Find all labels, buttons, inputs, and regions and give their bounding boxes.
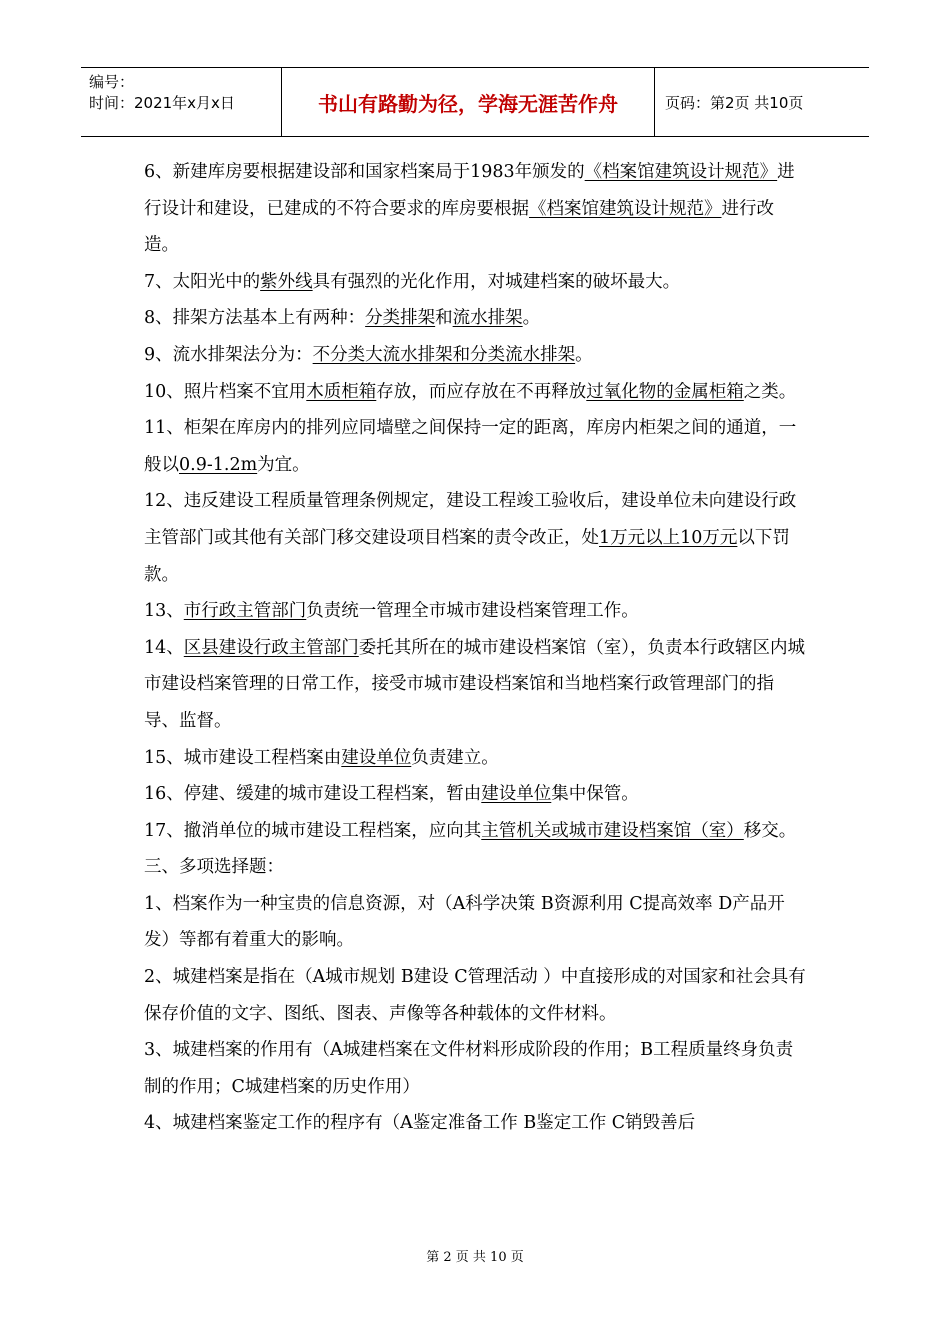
paragraph <box>144 813 808 850</box>
text-run: 负责建立。 <box>411 747 499 768</box>
text-run: 存放，而应存放在不再释放 <box>376 381 587 402</box>
underlined-answer: 区县建设行政主管部门 <box>183 637 359 658</box>
underlined-answer: 市行政主管部门 <box>183 601 307 622</box>
text-run: 3、城建档案的作用有（A城建档案在文件材料形成阶段的作用；B工程质量终身负责制的作用；C城建档案的历史作用） <box>144 1040 794 1097</box>
time-label: 时间：2021年x月x日 <box>89 94 235 112</box>
header-motto: 书山有路勤为径，学海无涯苦作舟 <box>282 68 655 136</box>
text-run: 为宜。 <box>257 454 310 475</box>
paragraph <box>144 300 808 337</box>
underlined-answer: 0.9-1.2m <box>179 454 258 475</box>
underlined-answer: 建设单位 <box>481 784 552 805</box>
paragraph <box>144 483 808 593</box>
text-run: 。 <box>522 308 541 329</box>
text-run: 。 <box>575 344 593 365</box>
text-run: 移交。 <box>743 820 797 841</box>
text-run: 之类。 <box>743 381 797 402</box>
underlined-answer: 《档案馆建筑设计规范》 <box>584 162 778 182</box>
number-label: 编号： <box>89 73 135 91</box>
text-run: 和 <box>435 308 453 329</box>
text-run: 13、 <box>144 601 184 622</box>
text-run: 6、新建库房要根据建设部和国家档案局于1983年颁发的 <box>144 162 585 182</box>
page-footer: 第 2 页 共 10 页 <box>426 1250 524 1265</box>
text-run: 以下罚款。 <box>144 527 790 585</box>
text-run: 集中保管。 <box>551 784 639 805</box>
underlined-answer: 过氧化物的金属柜箱 <box>586 381 744 402</box>
paragraph <box>144 886 808 959</box>
text-run: 具有强烈的光化作用，对城建档案的破坏最大。 <box>312 271 681 292</box>
text-run: 负责统一管理全市城市建设档案管理工作。 <box>306 601 639 622</box>
paragraph <box>144 1105 808 1142</box>
paragraph <box>144 630 808 740</box>
text-run: 14、 <box>144 637 184 658</box>
text-run: 进行改造。 <box>144 198 774 256</box>
text-run: 10、照片档案不宜用 <box>144 381 307 402</box>
text-run: 9、流水排架法分为： <box>144 344 313 365</box>
header-meta <box>81 68 282 136</box>
underlined-answer: 流水排架 <box>452 308 523 329</box>
paragraph <box>144 264 808 301</box>
text-run: 7、太阳光中的 <box>144 271 261 292</box>
paragraph <box>144 1032 808 1105</box>
text-run: 1、档案作为一种宝贵的信息资源，对（A科学决策 B资源利用 C提高效率 D产品开发）等都有着重大的影响。 <box>144 893 785 951</box>
paragraph <box>144 374 808 411</box>
paragraph <box>144 154 808 264</box>
text-run: 12、违反建设工程质量管理条例规定，建设工程竣工验收后，建设单位未向建设行政主管部门或其他有关部门移交建设项目档案的责令改正，处 <box>144 491 797 548</box>
text-run: 8、排架方法基本上有两种： <box>144 308 366 329</box>
page-header <box>81 67 869 137</box>
underlined-answer: 1万元以上10万元 <box>599 527 738 548</box>
paragraph <box>144 410 808 483</box>
underlined-answer: 紫外线 <box>260 271 313 292</box>
paragraph <box>144 849 808 886</box>
text-run: 进行设计和建设，已建成的不符合要求的库房要根据 <box>144 162 795 219</box>
text-run: 11、柜架在库房内的排列应同墙壁之间保持一定的距离，库房内柜架之间的通道，一般以 <box>144 418 797 475</box>
text-run: 委托其所在的城市建设档案馆（室），负责本行政辖区内城市建设档案管理的日常工作，接受市城市建设档案馆和当地档案行政管理部门的指导、监督。 <box>144 637 806 731</box>
header-page-info: 页码：第2页 共10页 <box>665 93 804 112</box>
underlined-answer: 木质柜箱 <box>306 381 377 402</box>
text-run: 2、城建档案是指在（A城市规划 B建设 C管理活动 ）中直接形成的对国家和社会具有保存价值的文字、图纸、图表、声像等各种载体的文件材料。 <box>144 967 806 1024</box>
paragraph <box>144 337 808 374</box>
text-run: 15、城市建设工程档案由 <box>144 747 342 768</box>
text-run: 三、多项选择题： <box>144 857 284 878</box>
underlined-answer: 不分类大流水排架和分类流水排架 <box>312 344 576 365</box>
text-run: 16、停建、缓建的城市建设工程档案，暂由 <box>144 784 482 805</box>
paragraph <box>144 776 808 813</box>
text-run: 17、撤消单位的城市建设工程档案，应向其 <box>144 820 482 841</box>
underlined-answer: 主管机关或城市建设档案馆（室） <box>481 820 744 841</box>
paragraph <box>144 740 808 777</box>
underlined-answer: 《档案馆建筑设计规范》 <box>529 198 722 219</box>
underlined-answer: 分类排架 <box>365 308 436 329</box>
paragraph <box>144 593 808 630</box>
underlined-answer: 建设单位 <box>341 747 412 768</box>
text-run: 4、城建档案鉴定工作的程序有（A鉴定准备工作 B鉴定工作 C销毁善后 <box>144 1113 696 1134</box>
paragraph <box>144 959 808 1032</box>
document-body <box>144 154 808 1142</box>
